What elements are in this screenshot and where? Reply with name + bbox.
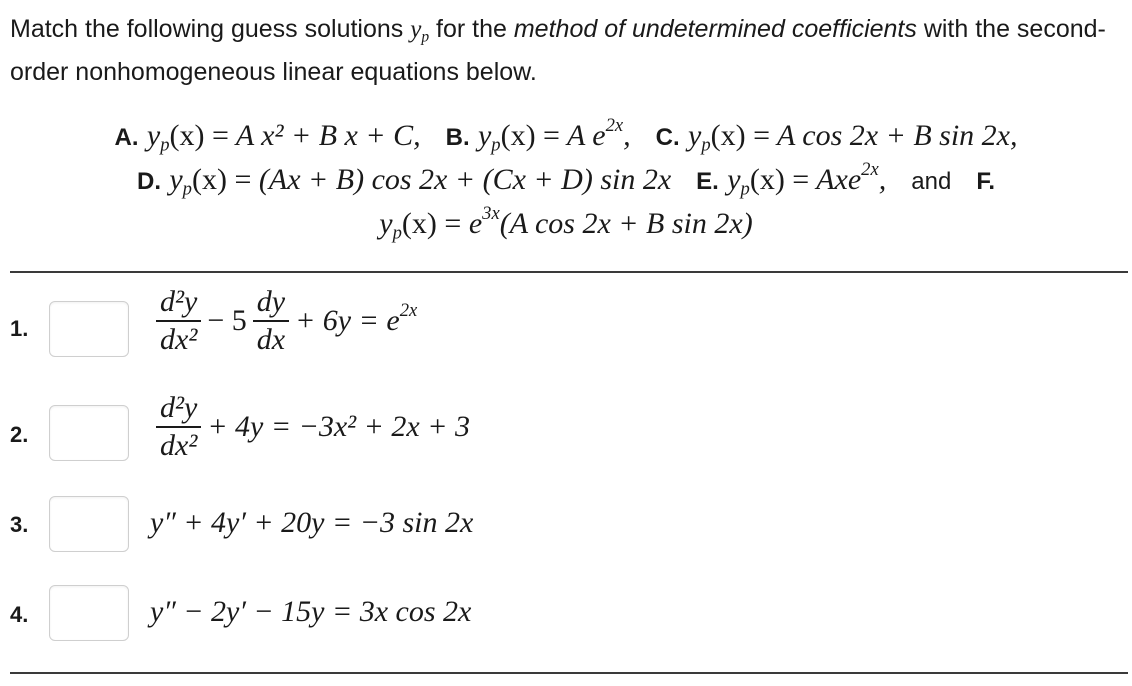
eq1-numerator-2: dy — [256, 285, 286, 318]
problem-number: 4. — [10, 602, 29, 627]
answer-input-2[interactable] — [49, 405, 129, 461]
problem-3 — [0, 496, 1132, 576]
problem-number: 3. — [10, 512, 29, 537]
answer-input-4[interactable] — [49, 585, 129, 641]
eq2-numerator: d²y — [160, 391, 198, 424]
equation-2 — [150, 390, 470, 464]
problem-1 — [0, 285, 1132, 370]
choice-e-label: E. — [696, 168, 719, 195]
choice-line-2 — [0, 159, 1132, 203]
eq1-operator: − 5 — [207, 304, 247, 337]
eq1-numerator: d²y — [160, 285, 198, 318]
eq1-denominator-2: dx — [253, 320, 289, 358]
intro-text-3: with the second-order nonhomogeneous linear equations below. — [10, 15, 1106, 86]
problem-4 — [0, 585, 1132, 665]
instructions — [10, 8, 1122, 93]
answer-input-1[interactable] — [49, 301, 129, 357]
choice-a: $y_p(x) = A$ x² + B x + C, — [146, 119, 421, 156]
choice-d: $y_p(x) = (Ax + B)$ cos 2x + (Cx + D) sin 2x — [169, 163, 672, 200]
equation-3: y″ + 4y′ + 20y = −3 sin 2x — [150, 506, 474, 539]
choice-e: $y_p(x) = Axe^{2x}$, — [727, 159, 887, 200]
problem-number: 2. — [10, 422, 29, 447]
answer-input-3[interactable] — [49, 496, 129, 552]
choice-c-label: C. — [655, 124, 680, 151]
problem-2 — [0, 391, 1132, 476]
guess-solutions — [0, 115, 1132, 245]
choice-c: $y_p(x) = A$ cos 2x + B sin 2x, — [687, 119, 1018, 156]
intro-emphasis: method of undetermined coefficients — [513, 15, 917, 43]
eq1-denominator: dx² — [156, 320, 201, 358]
choice-d-label: D. — [137, 168, 161, 195]
equation-4: y″ − 2y′ − 15y = 3x cos 2x — [150, 595, 472, 628]
choice-f: $y_p(x) = e^{3x}(A$ cos 2x + B sin 2x) — [379, 203, 753, 244]
eq2-rest: + 4y = −3x² + 2x + 3 — [207, 410, 470, 443]
bottom-divider — [10, 672, 1128, 674]
problem-number: 1. — [10, 316, 29, 341]
eq2-denominator: dx² — [156, 426, 201, 464]
intro-text-2: for the — [429, 15, 514, 43]
choice-line-1 — [0, 115, 1132, 159]
intro-text-1: Match the following guess solutions — [10, 15, 411, 43]
choice-a-label: A. — [114, 124, 139, 151]
top-divider — [10, 271, 1128, 273]
choice-b-label: B. — [445, 124, 470, 151]
equation-1 — [150, 284, 417, 358]
choice-line-3 — [0, 203, 1132, 245]
choice-f-label: F. — [976, 168, 995, 195]
yp-symbol: $y_p$ — [410, 16, 430, 46]
eq1-rest: + $6y = e^{2x}$ — [295, 300, 418, 337]
choice-b: $y_p(x) = A$ $e^{2x}$, — [477, 115, 631, 156]
and-word: and — [911, 168, 952, 195]
